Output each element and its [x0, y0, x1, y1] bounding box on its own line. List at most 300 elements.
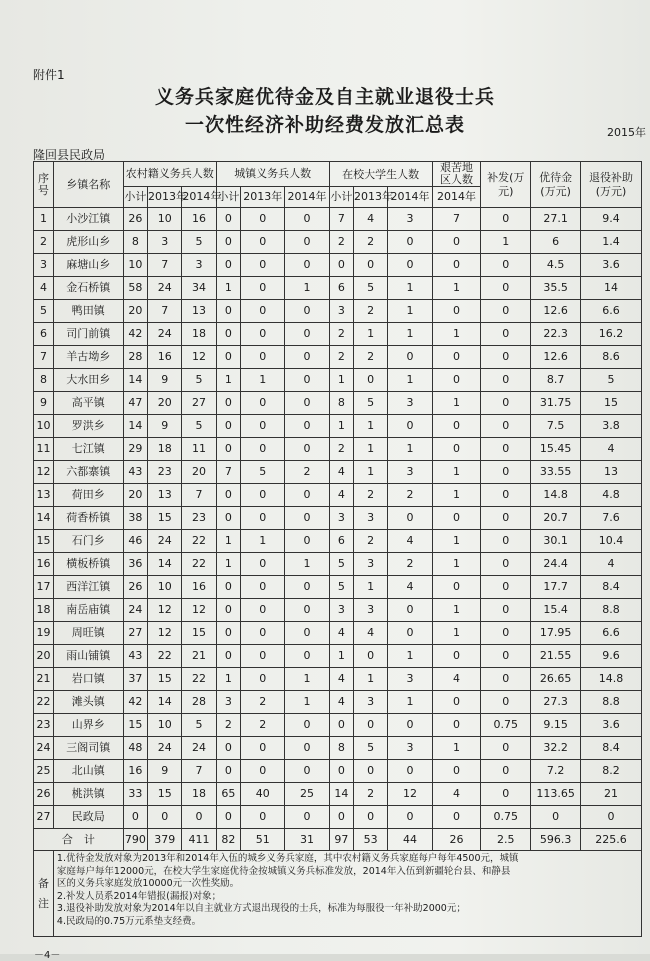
row-cell: 10 [148, 714, 182, 737]
row-cell: 5 [182, 369, 216, 392]
row-cell: 7.6 [581, 507, 642, 530]
row-cell: 3 [388, 392, 432, 415]
row-cell: 0 [481, 553, 531, 576]
row-cell: 1 [432, 484, 481, 507]
row-cell: 0 [432, 369, 481, 392]
row-town: 六都寨镇 [53, 461, 123, 484]
row-cell: 1 [216, 668, 240, 691]
row-cell: 30.1 [531, 530, 581, 553]
row-cell: 1 [432, 622, 481, 645]
summary-table [33, 161, 642, 937]
row-cell: 12 [148, 599, 182, 622]
row-cell: 0 [329, 806, 353, 829]
table-body [34, 208, 642, 829]
row-cell: 22 [182, 668, 216, 691]
row-cell: 3 [182, 254, 216, 277]
note-line: 3.退役补助发放对象为2014年以自主就业方式退出现役的士兵，标准为每服役一年补助2000元； [56, 903, 466, 915]
row-seq: 5 [34, 300, 54, 323]
row-cell: 0 [432, 714, 481, 737]
total-cell: 97 [329, 829, 353, 851]
note-line: 区的义务兵家庭发放10000元一次性奖励。 [56, 878, 240, 890]
row-cell: 0 [285, 576, 329, 599]
row-cell: 1 [285, 668, 329, 691]
row-cell: 0 [481, 737, 531, 760]
row-cell: 0 [216, 254, 240, 277]
header-college-2013: 2013年 [354, 187, 388, 208]
row-cell: 0 [481, 691, 531, 714]
row-cell: 42 [123, 323, 147, 346]
row-cell: 0 [481, 599, 531, 622]
row-cell: 22 [148, 645, 182, 668]
row-cell: 16 [182, 576, 216, 599]
row-cell: 0 [481, 668, 531, 691]
row-cell: 7 [329, 208, 353, 231]
row-cell: 0 [216, 392, 240, 415]
row-seq: 11 [34, 438, 54, 461]
row-cell: 7 [182, 484, 216, 507]
row-cell: 0 [388, 346, 432, 369]
row-cell: 0 [241, 277, 285, 300]
row-cell: 24 [148, 530, 182, 553]
table-row [34, 484, 642, 507]
row-seq: 8 [34, 369, 54, 392]
row-cell: 5 [354, 277, 388, 300]
row-cell: 8 [329, 392, 353, 415]
total-cell: 2.5 [481, 829, 531, 851]
row-seq: 10 [34, 415, 54, 438]
row-cell: 0 [216, 484, 240, 507]
row-cell: 5 [182, 231, 216, 254]
row-seq: 24 [34, 737, 54, 760]
row-cell: 24 [148, 277, 182, 300]
row-cell: 3.6 [581, 254, 642, 277]
row-cell: 0 [481, 484, 531, 507]
row-cell: 0 [481, 254, 531, 277]
row-cell: 14.8 [581, 668, 642, 691]
total-cell: 82 [216, 829, 240, 851]
row-cell: 34 [182, 277, 216, 300]
row-cell: 0 [285, 346, 329, 369]
row-cell: 36 [123, 553, 147, 576]
row-town: 高平镇 [53, 392, 123, 415]
row-cell: 27.1 [531, 208, 581, 231]
row-cell: 5 [329, 576, 353, 599]
row-seq: 3 [34, 254, 54, 277]
row-cell: 0 [481, 507, 531, 530]
row-cell: 21 [182, 645, 216, 668]
row-cell: 48 [123, 737, 147, 760]
row-cell: 15 [123, 714, 147, 737]
row-town: 虎形山乡 [53, 231, 123, 254]
row-cell: 1 [432, 737, 481, 760]
row-cell: 0 [216, 231, 240, 254]
row-cell: 1.4 [581, 231, 642, 254]
row-cell: 0 [216, 300, 240, 323]
row-cell: 0 [241, 599, 285, 622]
row-cell: 15 [148, 668, 182, 691]
row-cell: 0 [216, 208, 240, 231]
row-cell: 0 [241, 484, 285, 507]
row-cell: 0 [241, 323, 285, 346]
row-cell: 2 [388, 484, 432, 507]
row-cell: 2 [285, 461, 329, 484]
table-row [34, 783, 642, 806]
row-cell: 8.4 [581, 737, 642, 760]
row-cell: 0 [241, 760, 285, 783]
row-cell: 4 [329, 461, 353, 484]
row-cell: 4 [432, 783, 481, 806]
row-cell: 0 [481, 622, 531, 645]
row-cell: 6 [329, 277, 353, 300]
row-cell: 2 [388, 553, 432, 576]
row-cell: 13 [581, 461, 642, 484]
row-cell: 0 [241, 668, 285, 691]
row-cell: 0 [241, 438, 285, 461]
row-cell: 17.7 [531, 576, 581, 599]
row-cell: 20 [123, 300, 147, 323]
row-cell: 1 [432, 323, 481, 346]
row-cell: 1 [285, 553, 329, 576]
row-cell: 3 [354, 553, 388, 576]
table-row [34, 277, 642, 300]
row-seq: 13 [34, 484, 54, 507]
row-cell: 13 [148, 484, 182, 507]
row-cell: 32.2 [531, 737, 581, 760]
row-cell: 3.8 [581, 415, 642, 438]
row-cell: 0 [481, 346, 531, 369]
row-cell: 0 [285, 208, 329, 231]
row-town: 罗洪乡 [53, 415, 123, 438]
row-cell: 0 [285, 599, 329, 622]
row-cell: 12.6 [531, 300, 581, 323]
row-cell: 0.75 [481, 806, 531, 829]
row-town: 滩头镇 [53, 691, 123, 714]
row-cell: 0.75 [481, 714, 531, 737]
row-cell: 0 [241, 622, 285, 645]
row-cell: 4 [354, 622, 388, 645]
row-cell: 0 [285, 737, 329, 760]
row-cell: 7.5 [531, 415, 581, 438]
total-cell: 790 [123, 829, 147, 851]
row-cell: 7 [182, 760, 216, 783]
row-cell: 1 [285, 277, 329, 300]
row-town: 岩口镇 [53, 668, 123, 691]
row-town: 民政局 [53, 806, 123, 829]
row-town: 七江镇 [53, 438, 123, 461]
row-cell: 1 [216, 553, 240, 576]
row-cell: 0 [481, 783, 531, 806]
row-cell: 12 [388, 783, 432, 806]
row-cell: 8.2 [581, 760, 642, 783]
header-urban: 城镇义务兵人数 [216, 162, 329, 187]
row-cell: 2 [241, 691, 285, 714]
row-cell: 2 [329, 438, 353, 461]
row-town: 石门乡 [53, 530, 123, 553]
row-cell: 0 [241, 346, 285, 369]
table-row [34, 254, 642, 277]
row-cell: 0 [285, 507, 329, 530]
header-rural-2014: 2014年 [182, 187, 216, 208]
row-cell: 2 [354, 783, 388, 806]
table-row [34, 300, 642, 323]
row-cell: 20.7 [531, 507, 581, 530]
table-row [34, 553, 642, 576]
row-town: 南岳庙镇 [53, 599, 123, 622]
row-seq: 4 [34, 277, 54, 300]
total-cell: 53 [354, 829, 388, 851]
row-cell: 0 [329, 254, 353, 277]
total-cell: 379 [148, 829, 182, 851]
header-poor: 艰苦地区人数 [432, 162, 481, 187]
table-row [34, 530, 642, 553]
row-cell: 10.4 [581, 530, 642, 553]
row-cell: 1 [216, 369, 240, 392]
row-cell: 18 [148, 438, 182, 461]
row-seq: 2 [34, 231, 54, 254]
row-cell: 47 [123, 392, 147, 415]
row-cell: 14 [329, 783, 353, 806]
row-cell: 0 [241, 507, 285, 530]
row-cell: 0 [388, 599, 432, 622]
row-cell: 24 [148, 737, 182, 760]
table-row [34, 599, 642, 622]
row-town: 周旺镇 [53, 622, 123, 645]
row-cell: 6 [329, 530, 353, 553]
row-cell: 0 [285, 622, 329, 645]
row-cell: 0 [388, 806, 432, 829]
row-cell: 1 [388, 645, 432, 668]
row-cell: 2 [354, 346, 388, 369]
notes-content [53, 851, 641, 937]
row-cell: 14 [581, 277, 642, 300]
total-cell: 51 [241, 829, 285, 851]
row-cell: 0 [241, 254, 285, 277]
total-cell: 411 [182, 829, 216, 851]
row-cell: 0 [481, 300, 531, 323]
header-poor-2014: 2014年 [432, 187, 481, 208]
row-cell: 15 [581, 392, 642, 415]
row-cell: 23 [148, 461, 182, 484]
total-label: 合 计 [34, 829, 124, 851]
row-seq: 16 [34, 553, 54, 576]
row-cell: 0 [285, 438, 329, 461]
row-cell: 17.95 [531, 622, 581, 645]
row-cell: 1 [481, 231, 531, 254]
notes-label: 备注 [34, 851, 54, 937]
row-cell: 8.4 [581, 576, 642, 599]
row-cell: 42 [123, 691, 147, 714]
row-cell: 0 [354, 645, 388, 668]
row-cell: 16 [148, 346, 182, 369]
row-cell: 2 [216, 714, 240, 737]
row-cell: 4 [354, 208, 388, 231]
row-cell: 15.45 [531, 438, 581, 461]
header-rural-2013: 2013年 [148, 187, 182, 208]
row-cell: 16.2 [581, 323, 642, 346]
row-cell: 0 [123, 806, 147, 829]
row-cell: 0 [329, 760, 353, 783]
row-cell: 3 [329, 507, 353, 530]
row-cell: 0 [432, 760, 481, 783]
row-cell: 9.15 [531, 714, 581, 737]
row-seq: 17 [34, 576, 54, 599]
header-college-subtotal: 小计 [329, 187, 353, 208]
row-cell: 0 [432, 691, 481, 714]
row-cell: 3 [388, 208, 432, 231]
row-cell: 5 [329, 553, 353, 576]
row-cell: 0 [241, 300, 285, 323]
row-cell: 1 [329, 415, 353, 438]
row-cell: 6.6 [581, 300, 642, 323]
row-cell: 4.8 [581, 484, 642, 507]
row-cell: 0 [285, 484, 329, 507]
table-row [34, 323, 642, 346]
row-cell: 0 [388, 622, 432, 645]
row-cell: 6.6 [581, 622, 642, 645]
row-cell: 8.6 [581, 346, 642, 369]
row-cell: 2 [354, 300, 388, 323]
row-cell: 8 [329, 737, 353, 760]
row-cell: 0 [432, 415, 481, 438]
row-cell: 5 [241, 461, 285, 484]
row-cell: 0 [216, 323, 240, 346]
row-cell: 65 [216, 783, 240, 806]
row-cell: 0 [354, 760, 388, 783]
total-cell: 44 [388, 829, 432, 851]
row-cell: 0 [285, 300, 329, 323]
row-cell: 43 [123, 645, 147, 668]
row-cell: 0 [388, 714, 432, 737]
header-town: 乡镇名称 [53, 162, 123, 208]
row-cell: 25 [285, 783, 329, 806]
document-title-line2: 一次性经济补助经费发放汇总表 [184, 114, 465, 136]
row-cell: 0 [285, 415, 329, 438]
row-cell: 14.8 [531, 484, 581, 507]
row-seq: 7 [34, 346, 54, 369]
row-town: 荷田乡 [53, 484, 123, 507]
row-cell: 3 [216, 691, 240, 714]
table-row [34, 645, 642, 668]
row-cell: 1 [329, 645, 353, 668]
row-cell: 11 [182, 438, 216, 461]
row-cell: 8.8 [581, 691, 642, 714]
row-cell: 0 [285, 806, 329, 829]
attachment-label: 附件1 [33, 68, 65, 82]
row-cell: 3 [148, 231, 182, 254]
row-cell: 24 [182, 737, 216, 760]
row-seq: 18 [34, 599, 54, 622]
row-town: 西洋江镇 [53, 576, 123, 599]
row-seq: 1 [34, 208, 54, 231]
row-cell: 7.2 [531, 760, 581, 783]
row-town: 司门前镇 [53, 323, 123, 346]
row-cell: 26 [123, 576, 147, 599]
row-cell: 35.5 [531, 277, 581, 300]
row-cell: 2 [329, 231, 353, 254]
row-cell: 1 [388, 691, 432, 714]
row-cell: 13 [182, 300, 216, 323]
row-cell: 0 [432, 231, 481, 254]
note-line: 1.优待金发放对象为2013年和2014年入伍的城乡义务兵家庭，其中农村籍义务兵家庭每户每年4500元，城镇 [56, 853, 519, 865]
row-cell: 0 [241, 645, 285, 668]
row-seq: 19 [34, 622, 54, 645]
row-cell: 37 [123, 668, 147, 691]
row-cell: 27 [123, 622, 147, 645]
row-cell: 0 [481, 760, 531, 783]
row-cell: 12 [182, 346, 216, 369]
row-cell: 1 [388, 300, 432, 323]
row-seq: 20 [34, 645, 54, 668]
header-allowance: 优待金(万元) [531, 162, 581, 208]
row-cell: 0 [241, 806, 285, 829]
issuing-unit: 隆回县民政局 [33, 148, 106, 162]
row-cell: 0 [285, 760, 329, 783]
table-row [34, 392, 642, 415]
row-cell: 23 [182, 507, 216, 530]
row-cell: 0 [241, 553, 285, 576]
row-cell: 0 [354, 369, 388, 392]
row-cell: 0 [481, 277, 531, 300]
row-cell: 15.4 [531, 599, 581, 622]
row-cell: 0 [388, 254, 432, 277]
row-cell: 4 [329, 691, 353, 714]
row-seq: 25 [34, 760, 54, 783]
row-cell: 2 [354, 484, 388, 507]
note-line: 4.民政局的0.75万元系垫支经费。 [56, 915, 202, 927]
row-cell: 4 [329, 668, 353, 691]
row-cell: 4 [388, 576, 432, 599]
row-seq: 26 [34, 783, 54, 806]
row-cell: 10 [123, 254, 147, 277]
row-cell: 1 [354, 668, 388, 691]
row-cell: 0 [285, 231, 329, 254]
row-cell: 0 [354, 806, 388, 829]
row-cell: 3 [388, 737, 432, 760]
row-cell: 33.55 [531, 461, 581, 484]
row-cell: 0 [481, 392, 531, 415]
row-cell: 3 [354, 507, 388, 530]
row-cell: 0 [432, 645, 481, 668]
row-cell: 2 [329, 346, 353, 369]
row-town: 大水田乡 [53, 369, 123, 392]
row-town: 桃洪镇 [53, 783, 123, 806]
row-cell: 18 [182, 783, 216, 806]
row-cell: 40 [241, 783, 285, 806]
row-cell: 2 [354, 530, 388, 553]
row-cell: 0 [285, 369, 329, 392]
row-cell: 0 [388, 760, 432, 783]
row-cell: 7 [148, 254, 182, 277]
row-seq: 23 [34, 714, 54, 737]
row-cell: 3 [354, 691, 388, 714]
row-cell: 0 [216, 415, 240, 438]
row-seq: 27 [34, 806, 54, 829]
row-cell: 7 [432, 208, 481, 231]
header-rural-subtotal: 小计 [123, 187, 147, 208]
row-cell: 1 [285, 691, 329, 714]
row-cell: 21 [581, 783, 642, 806]
row-cell: 1 [432, 277, 481, 300]
row-cell: 1 [388, 277, 432, 300]
row-cell: 4 [329, 622, 353, 645]
row-cell: 22.3 [531, 323, 581, 346]
table-row [34, 415, 642, 438]
total-cell: 26 [432, 829, 481, 851]
row-cell: 4 [329, 484, 353, 507]
row-town: 横板桥镇 [53, 553, 123, 576]
table-row [34, 438, 642, 461]
row-cell: 0 [241, 231, 285, 254]
